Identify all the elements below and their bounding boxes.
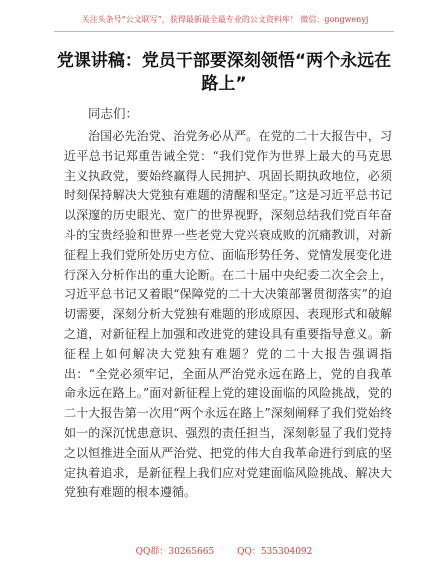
footer-qq: QQ：535304092 [237, 547, 313, 557]
header-divider [54, 31, 394, 32]
document-title: 党课讲稿：党员干部要深刻领悟“两个永远在路上” [56, 51, 392, 94]
salutation: 同志们： [88, 106, 139, 121]
body-paragraph: 治国必先治党、治党务必从严。在党的二十大报告中，习近平总书记郑重告诫全党：“我们党作为世界上最大的马克思主义执政党，要始终赢得人民拥护、巩固长期执政地位，必须时刻保持解决大党独有难题的清醒和坚定。”这是习近平总书记以深邃的历史眼光、宽广的世界视野，深刻总结我们党百年奋斗的宝贵经验和世界一些老党大党兴衰成败的沉痛教训，对新征程上我们党所处历史方位、面临形势任务、党情发展变化进行深入分析作出的重大论断。在二十届中央纪委二次全会上，习近平总书记又着眼“保障党的二十大决策部署贯彻落实”的迫切需要，深刻分析大党独有难题的形成原因、表现形式和破解之道，对新征程上加强和改进党的建设具有重要指导意义。新征程上如何解决大党独有难题？党的二十大报告强调指出：“全党必须牢记，全面从严治党永远在路上，党的自我革命永远在路上。”面对新征程上党的建设面临的风险挑战，党的二十大报告第一次用“两个永远在路上”深刻阐释了我们党始终如一的深沉忧患意识、强烈的责任担当，深刻彰显了我们党持之以恒推进全面从严治党、把党的伟大自我革命进行到底的坚定执着追求，是新征程上我们应对党建面临风险挑战、解决大党独有难题的根本遵循。 [64, 129, 392, 500]
footer-contact [0, 544, 448, 557]
footer-qq-group: QQ群：30265665 [135, 547, 215, 557]
header-note: 关注头条号“公文联写”，获得最新最全最专业的公文资料库！ 微信：gongwenyj [81, 15, 369, 24]
